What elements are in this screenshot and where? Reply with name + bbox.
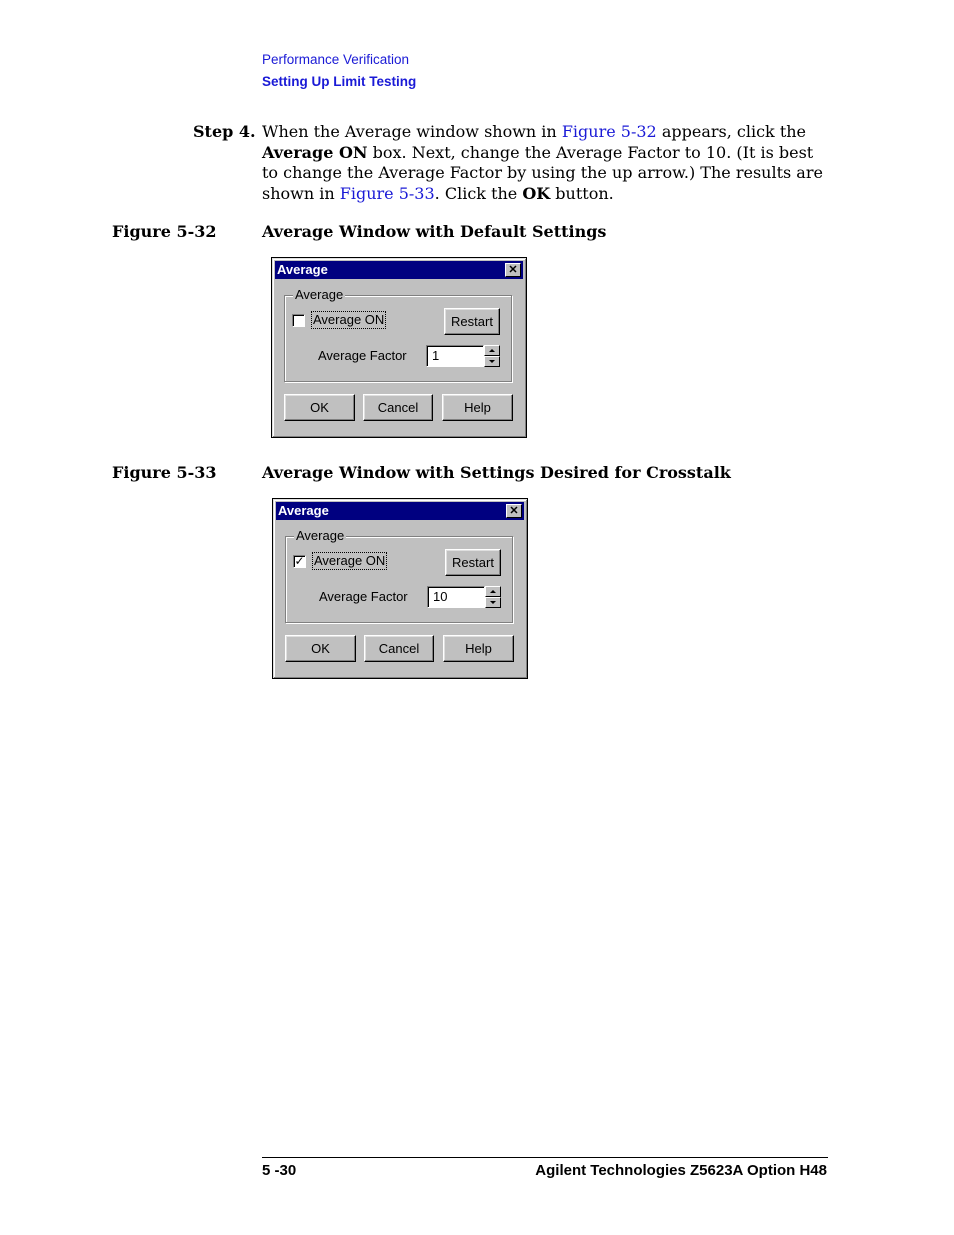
page-number: 5 -30 <box>262 1162 297 1179</box>
group-label: Average <box>296 528 345 543</box>
arrow-down-icon <box>490 601 496 604</box>
average-on-label[interactable]: Average ON <box>314 553 386 568</box>
running-header-subsection: Setting Up Limit Testing <box>262 74 417 89</box>
help-button[interactable]: Help <box>442 394 513 421</box>
average-factor-label: Average Factor <box>319 589 408 604</box>
close-icon[interactable]: ✕ <box>505 263 521 277</box>
step-bold-average-on: Average ON <box>262 142 368 162</box>
step-text <box>262 122 827 204</box>
average-on-label[interactable]: Average ON <box>313 312 385 327</box>
spin-down-button[interactable] <box>484 356 500 367</box>
figure-title: Average Window with Default Settings <box>262 222 607 241</box>
spin-down-button[interactable] <box>485 597 501 608</box>
average-dialog-default <box>271 257 527 438</box>
step-text-part: box. Next, change the Average Factor to 10. (It is best to change the Average Factor by using the up arrow.) The results are shown in <box>262 142 823 203</box>
step-text-part: When the Average window shown in <box>262 122 562 141</box>
figure-link-5-32[interactable]: Figure 5-32 <box>561 122 657 141</box>
average-factor-spinner <box>484 345 500 367</box>
step-bold-ok: OK <box>522 183 551 203</box>
arrow-up-icon <box>490 590 496 593</box>
figure-title: Average Window with Settings Desired for Crosstalk <box>262 463 731 482</box>
cancel-button[interactable]: Cancel <box>363 394 433 421</box>
close-icon[interactable]: ✕ <box>506 504 522 518</box>
average-factor-input[interactable]: 10 <box>427 586 485 608</box>
footer-rule <box>262 1157 828 1158</box>
step-text-part: appears, click the <box>656 122 807 141</box>
help-button[interactable]: Help <box>443 635 514 662</box>
ok-button[interactable]: OK <box>285 635 356 662</box>
cancel-button[interactable]: Cancel <box>364 635 434 662</box>
dialog-titlebar[interactable] <box>275 261 523 279</box>
restart-button[interactable]: Restart <box>445 549 501 576</box>
dialog-title: Average <box>277 262 328 277</box>
average-factor-spinner <box>485 586 501 608</box>
figure-label: Figure 5-33 <box>112 463 217 482</box>
restart-button[interactable]: Restart <box>444 308 500 335</box>
arrow-up-icon <box>489 349 495 352</box>
step-text-part: button. <box>550 183 614 203</box>
dialog-titlebar[interactable] <box>276 502 524 520</box>
average-group <box>285 528 513 623</box>
average-on-checkbox[interactable] <box>292 314 305 327</box>
average-dialog-crosstalk <box>272 498 528 679</box>
footer-product: Agilent Technologies Z5623A Option H48 <box>535 1162 827 1179</box>
group-label: Average <box>295 287 344 302</box>
dialog-title: Average <box>278 503 329 518</box>
figure-label: Figure 5-32 <box>112 222 217 241</box>
ok-button[interactable]: OK <box>284 394 355 421</box>
average-on-checkbox[interactable]: ✓ <box>294 554 305 568</box>
step-text-part: . Click the <box>434 183 523 203</box>
spin-up-button[interactable] <box>485 586 501 597</box>
arrow-down-icon <box>489 360 495 363</box>
running-header-section: Performance Verification <box>262 52 410 67</box>
average-group <box>284 287 512 382</box>
average-factor-label: Average Factor <box>318 348 407 363</box>
step-label: Step 4. <box>193 122 256 141</box>
spin-up-button[interactable] <box>484 345 500 356</box>
average-factor-input[interactable]: 1 <box>426 345 484 367</box>
figure-link-5-33[interactable]: Figure 5-33 <box>339 183 435 203</box>
